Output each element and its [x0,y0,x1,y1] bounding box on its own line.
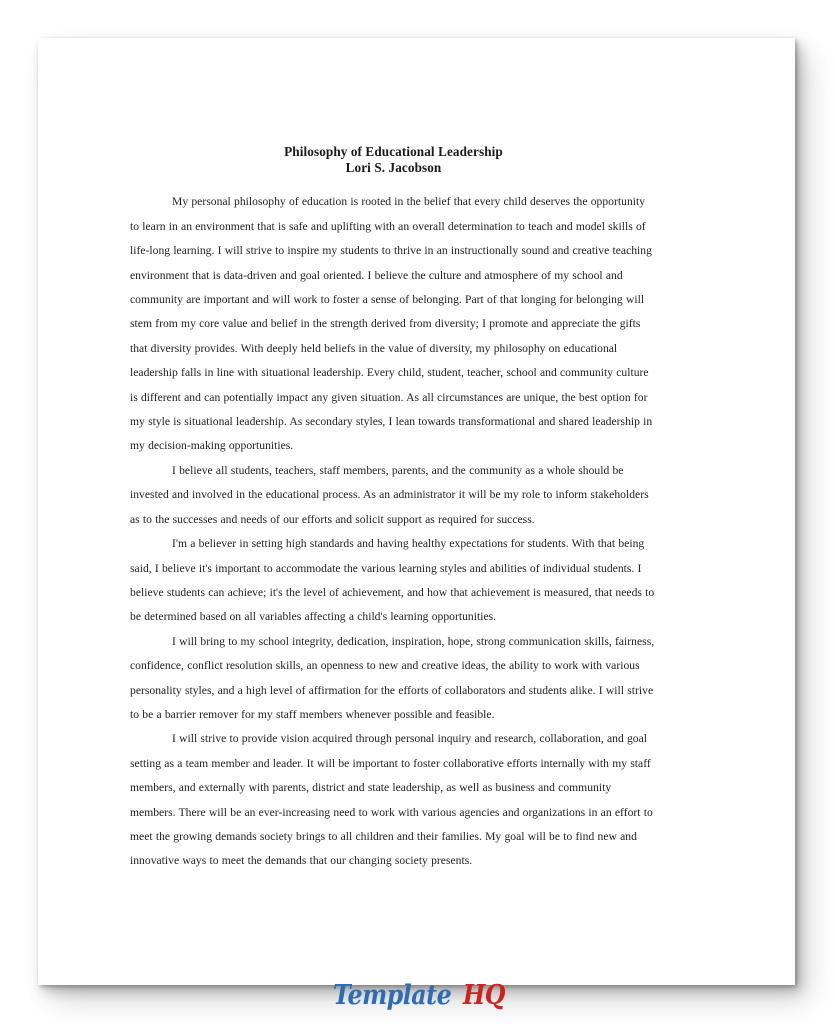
paragraph: I will bring to my school integrity, dedication, inspiration, hope, strong communication skills, fairness, confidence, conflict resolution skills, an openness to new and creative ideas, the ability to work with various personality styles, and a high level of affirmation for the efforts of collaborators and students alike. I will strive to be a barrier remover for my staff members whenever possible and feasible. [130,634,655,721]
document-body [130,190,657,873]
paragraph: My personal philosophy of education is rooted in the belief that every child deserves the opportunity to learn in an environment that is safe and uplifting with an overall determination to teach and model skills of life-long learning. I will strive to inspire my students to thrive in an instructionally sound and creative teaching environment that is data-driven and goal oriented. I believe the culture and atmosphere of my school and community are important and will work to foster a sense of belonging. Part of that longing for belonging will stem from my core value and belief in the strength derived from diversity; I promote and appreciate the gifts that diversity provides. With deeply held beliefs in the value of diversity, my philosophy on educational leadership falls in line with situational leadership. Every child, student, teacher, school and community culture is different and can potentially impact any given situation. As all circumstances are unique, the best option for my style is situational leadership. As secondary styles, I lean towards transformational and shared leadership in my decision-making opportunities. [130,195,653,453]
title-line-primary: Philosophy of Educational Leadership [284,144,503,159]
title-line-author: Lori S. Jacobson [345,160,442,176]
logo-text-hq: HQ [462,980,505,1011]
document-page [38,38,795,1011]
paragraph: I will strive to provide vision acquired through personal inquiry and research, collaboration, and goal setting as a team member and leader. It will be important to foster collaborative efforts internally with my staff members, and externally with parents, district and state leadership, as well as business and community members. There will be an ever-increasing need to work with various agencies and organizations in an effort to meet the growing demands society brings to all children and their families. My goal will be to find new and innovative ways to meet the demands that our changing society presents. [130,732,653,868]
templatehq-logo [38,982,795,1009]
logo-text-template: Template [333,980,452,1011]
document-content [130,144,657,874]
paragraph: I believe all students, teachers, staff members, parents, and the community as a whole should be invested and involved in the educational process. As an administrator it will be my role to inform stakeholders as to the successes and needs of our efforts and solicit support as required for success. [130,463,649,526]
document-title [130,144,657,176]
paragraph: I'm a believer in setting high standards and having healthy expectations for students. With that being said, I believe it's important to accommodate the various learning styles and abilities of individual students. I believe students can achieve; it's the level of achievement, and how that achievement is measured, that needs to be determined based on all variables affecting a child's learning opportunities. [130,537,655,624]
